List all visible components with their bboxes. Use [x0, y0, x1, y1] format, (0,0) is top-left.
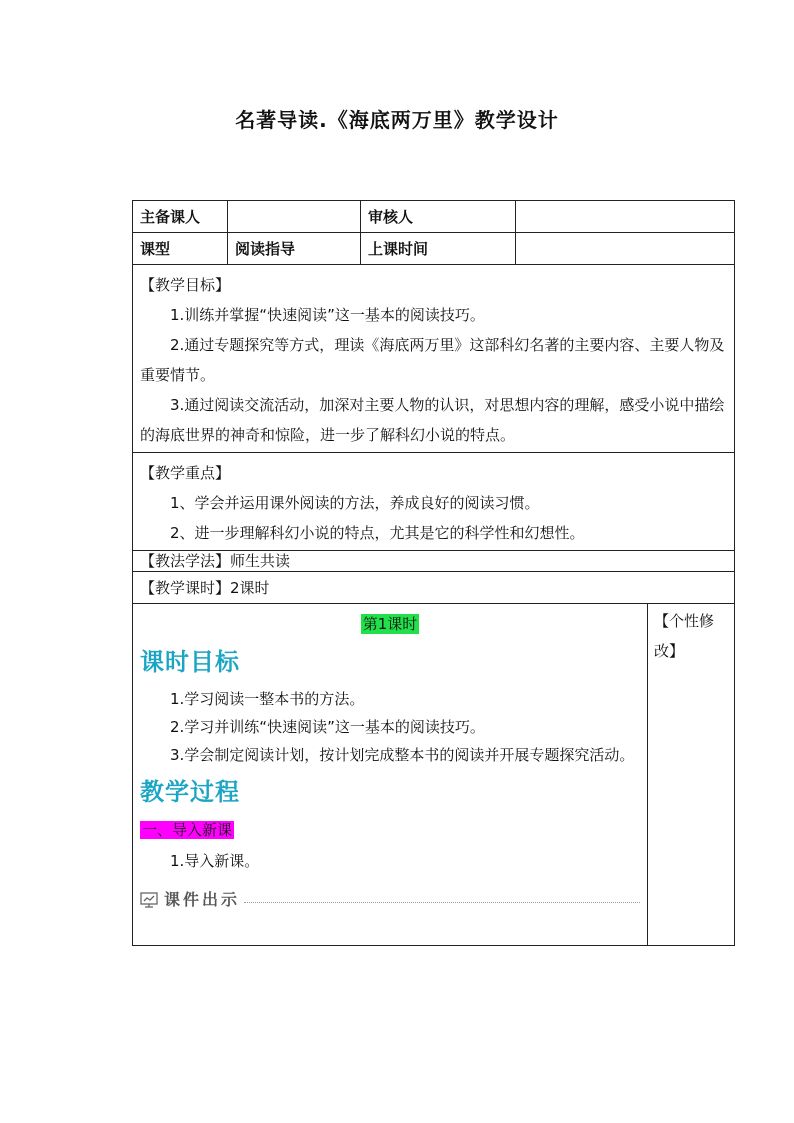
dotted-divider — [244, 901, 640, 903]
lesson-title-wrap — [140, 609, 640, 639]
lesson-type-value: 阅读指导 — [228, 233, 361, 265]
key-point-item: 1、学会并运用课外阅读的方法，养成良好的阅读习惯。 — [170, 494, 540, 512]
hours-row — [133, 572, 735, 604]
lesson-goal-item: 3.学会制定阅读计划，按计划完成整本书的阅读并开展专题探究活动。 — [170, 746, 635, 764]
objective-item: 2.通过专题探究等方式，理读《海底两万里》这部科幻名著的主要内容、主要人物及重要情节。 — [140, 336, 725, 384]
objective-item: 3.通过阅读交流活动，加深对主要人物的认识，对思想内容的理解，感受小说中描绘的海底世界的神奇和惊险，进一步了解科幻小说的特点。 — [140, 396, 725, 444]
key-points-cell — [133, 453, 735, 551]
lesson-type-label: 课型 — [133, 233, 228, 265]
lesson-plan-table — [132, 200, 735, 946]
class-time-label: 上课时间 — [361, 233, 516, 265]
teaching-process-heading: 教学过程 — [140, 777, 240, 806]
lesson-row — [133, 604, 735, 946]
step-item: 1.导入新课。 — [170, 852, 260, 870]
lesson-title: 第1课时 — [362, 615, 418, 633]
section-heading: 一、导入新课 — [142, 821, 233, 839]
objectives-heading: 【教学目标】 — [140, 276, 231, 294]
courseware-display — [140, 885, 640, 919]
objectives-cell — [133, 265, 735, 453]
method-cell: 【教法学法】师生共读 — [133, 551, 735, 572]
personal-notes-label: 【个性修改】 — [654, 612, 715, 660]
header-row-1 — [133, 201, 735, 233]
preparer-label: 主备课人 — [133, 201, 228, 233]
preparer-value — [228, 201, 361, 233]
presentation-icon — [140, 892, 158, 908]
lesson-goal-item: 1.学习阅读一整本书的方法。 — [170, 690, 365, 708]
key-points-row — [133, 453, 735, 551]
key-points-heading: 【教学重点】 — [140, 464, 231, 482]
lesson-cell — [133, 604, 648, 946]
hours-cell: 【教学课时】2课时 — [133, 572, 735, 604]
header-row-2 — [133, 233, 735, 265]
class-time-value — [516, 233, 735, 265]
objectives-row — [133, 265, 735, 453]
courseware-label: 课件出示 — [164, 890, 241, 909]
key-point-item: 2、进一步理解科幻小说的特点，尤其是它的科学性和幻想性。 — [170, 524, 585, 542]
objective-item: 1.训练并掌握“快速阅读”这一基本的阅读技巧。 — [170, 306, 485, 324]
lesson-goals-heading: 课时目标 — [140, 648, 240, 676]
reviewer-value — [516, 201, 735, 233]
lesson-goal-item: 2.学习并训练“快速阅读”这一基本的阅读技巧。 — [170, 718, 485, 736]
method-row — [133, 551, 735, 572]
reviewer-label: 审核人 — [361, 201, 516, 233]
section-heading-wrap — [140, 815, 640, 845]
personal-notes-cell — [648, 604, 735, 946]
document-title: 名著导读.《海底两万里》教学设计 — [235, 108, 559, 132]
